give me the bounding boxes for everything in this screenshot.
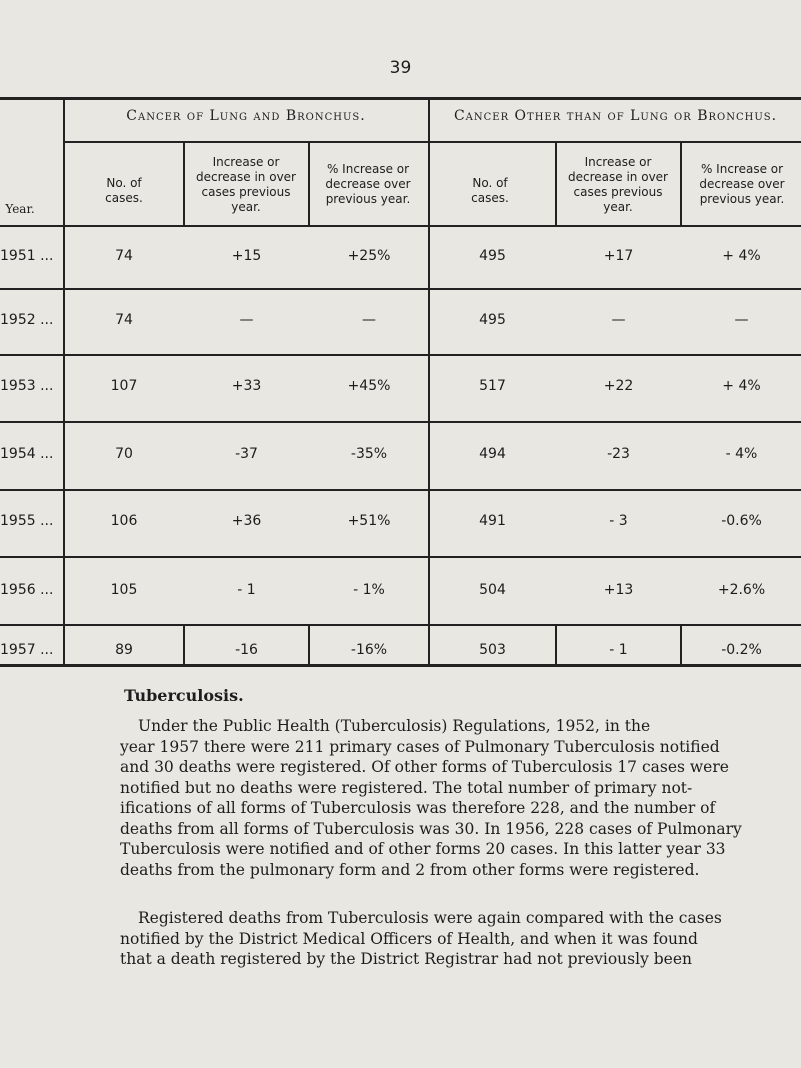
cell-other-cases: 495 [479,312,506,328]
cell-lung-pct: -16% [350,642,388,658]
row-rule [0,288,801,290]
row-year: 1952 ... [0,312,54,328]
row-year: 1956 ... [0,582,54,598]
cell-lung-cases: 70 [115,446,133,462]
cell-lung-cases: 105 [110,582,138,598]
cell-other-increase: - 3 [609,513,628,529]
paragraph-line: deaths from the pulmonary form and 2 from other forms were registered. [120,860,700,879]
col-rule-other-2 [555,143,557,227]
paragraph-line: year 1957 there were 211 primary cases of Pulmonary Tuberculosis notified [120,737,720,756]
row-year: 1951 ... [0,248,54,264]
cell-lung-cases: 107 [110,378,138,394]
cell-other-increase: -23 [607,446,630,462]
cell-lung-pct: -35% [350,446,388,462]
cell-other-cases: 504 [479,582,506,598]
cell-lung-increase: -37 [235,446,258,462]
col-rule-lung-3 [308,143,310,227]
paragraph-line: deaths from all forms of Tuberculosis was 30. In 1956, 228 cases of Pulmonary [120,819,742,838]
paragraph-line: Tuberculosis were notified and of other forms 20 cases. In this latter year 33 [120,840,726,858]
row-rule [0,354,801,356]
cell-other-pct: +2.6% [717,582,766,598]
cell-lung-increase: — [239,312,254,328]
row-year: 1957 ... [0,642,54,658]
paragraph-line: Under the Public Health (Tuberculosis) Regulations, 1952, in the [138,717,651,735]
cell-lung-cases: 106 [110,513,138,529]
cell-lung-increase: +33 [231,378,262,394]
cell-other-pct: + 4% [722,378,761,394]
page-number: 39 [389,58,412,78]
row-year: 1953 ... [0,378,54,394]
cell-lung-cases: 74 [115,248,133,264]
cell-other-pct: -0.6% [721,513,762,529]
cell-lung-pct: +51% [347,513,391,529]
year-header: Year. [5,202,35,216]
group-heading-other: Cancer Other than of Lung or Bronchus. [453,108,778,124]
cell-lung-cases: 89 [115,642,133,658]
tuberculosis-paragraph-2 [120,908,722,970]
cell-lung-increase: +36 [231,513,262,529]
cell-lung-cases: 74 [115,312,133,328]
cell-other-pct: — [734,312,749,328]
col-header-other-cases: No. of cases. [471,176,509,205]
cell-other-cases: 503 [479,642,506,658]
cell-lung-pct: +45% [347,378,391,394]
col-rule-lung-2 [183,143,185,227]
cell-other-increase: +13 [603,582,634,598]
row-rule [0,421,801,423]
paragraph-line: notified but no deaths were registered. The total number of primary not- [120,778,693,797]
cell-lung-increase: +15 [231,248,262,264]
row-year: 1955 ... [0,513,54,529]
cell-lung-pct: — [362,312,376,328]
cell-other-increase: — [611,312,626,328]
paragraph-line: notified by the District Medical Officers of Health, and when it was found [120,929,698,948]
cell-lung-pct: +25% [347,248,391,264]
cell-other-cases: 494 [479,446,506,462]
cell-other-cases: 495 [479,248,506,264]
col-rule-other-3 [680,143,682,227]
cell-other-increase: - 1 [609,642,628,658]
group-underline-other [430,141,801,143]
cell-lung-increase: -16 [235,642,258,658]
row-rule [0,225,801,227]
group-underline-lung [64,141,428,143]
paragraph-line: ifications of all forms of Tuberculosis was therefore 228, and the number of [120,799,716,817]
col-header-lung-increase: Increase or decrease in over cases previous year. [196,155,296,214]
table-top-rule [0,97,801,100]
cell-other-pct: + 4% [722,248,761,264]
col-header-lung-pct: % Increase or decrease over previous year. [325,162,411,206]
row-rule [0,556,801,558]
cell-lung-increase: - 1 [237,582,256,598]
row-rule [0,624,801,626]
row-year: 1954 ... [0,446,54,462]
paragraph-line: that a death registered by the District Registrar had not previously been [120,950,693,968]
cell-other-pct: - 4% [725,446,758,462]
paragraph-line: Registered deaths from Tuberculosis were again compared with the cases [138,909,722,927]
paragraph-line: and 30 deaths were registered. Of other forms of Tuberculosis 17 cases were [120,758,729,776]
cell-other-increase: +22 [603,378,634,394]
tuberculosis-heading: Tuberculosis. [124,686,244,705]
col-header-other-pct: % Increase or decrease over previous year. [699,162,785,206]
cell-other-cases: 491 [479,513,506,529]
group-heading-lung: Cancer of Lung and Bronchus. [126,108,366,124]
tuberculosis-paragraph-1 [120,716,742,880]
col-header-other-increase: Increase or decrease in over cases previous year. [568,155,668,214]
row-rule [0,489,801,491]
col-header-lung-cases: No. of cases. [105,176,143,205]
cell-other-cases: 517 [479,378,506,394]
cell-other-increase: +17 [603,248,634,264]
cell-other-pct: -0.2% [721,642,762,658]
table-bottom-rule [0,664,801,667]
cell-lung-pct: - 1% [353,582,385,598]
